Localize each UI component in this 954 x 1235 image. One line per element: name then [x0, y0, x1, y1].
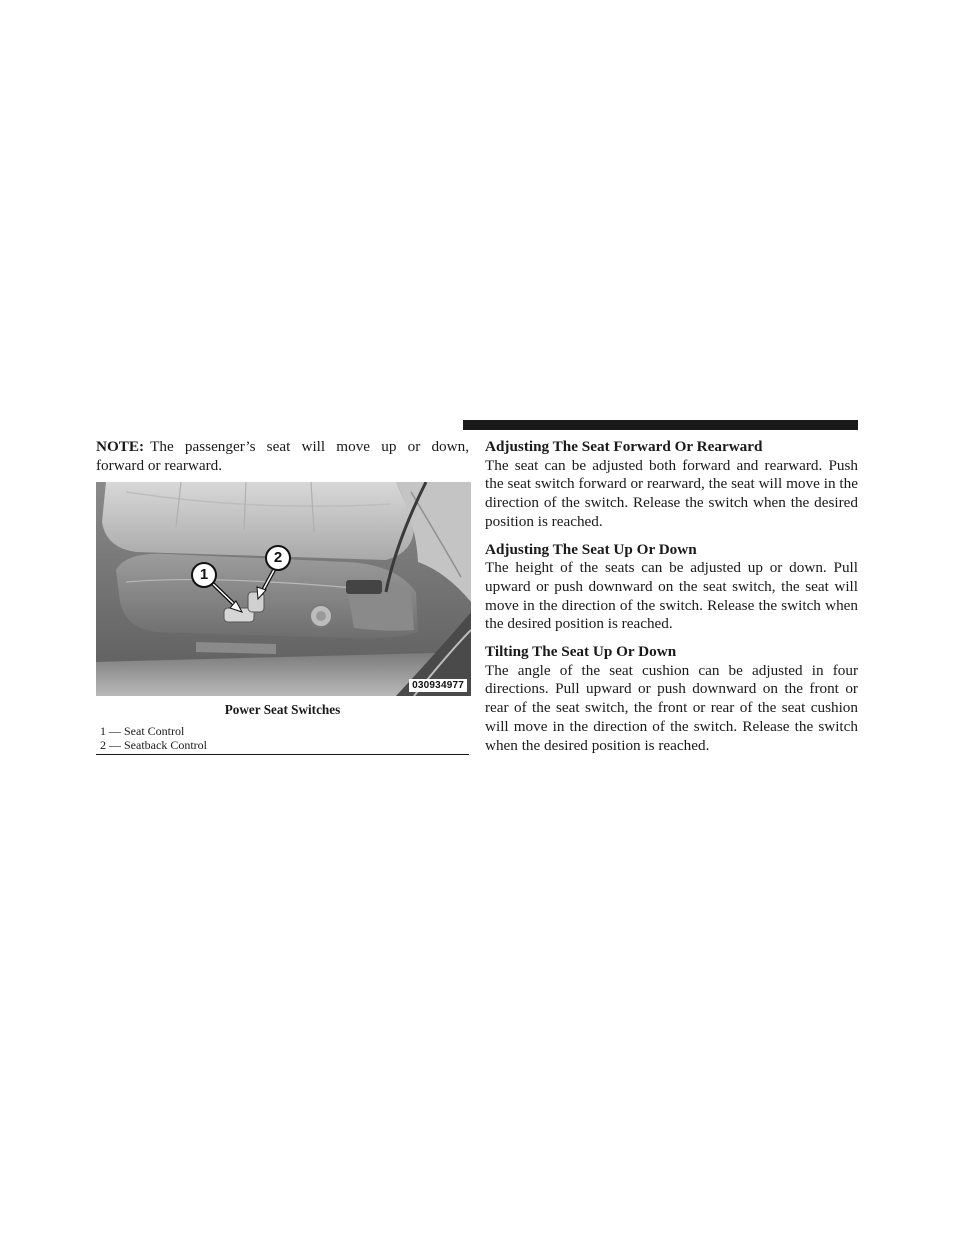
section-heading: Adjusting The Seat Forward Or Rearward: [485, 438, 763, 455]
note-paragraph: [96, 438, 469, 475]
power-seat-figure: [96, 482, 471, 696]
note-text: The passenger’s seat will move up or down, forward or rearward.: [96, 438, 469, 474]
section-tilting: [485, 643, 858, 755]
callout-2-seatback-control: 2: [265, 545, 291, 571]
note-label: NOTE:: [96, 438, 145, 455]
figure-id-label: 030934977: [409, 679, 467, 692]
seat-illustration: [96, 482, 471, 696]
section-body: The angle of the seat cushion can be adjusted in four directions. Pull upward or push downward on the front or rear of the seat switch, the front or rear of the seat cushion will move in the direction of the switch. Release the switch when the desired position is reached.: [485, 661, 858, 754]
figure-caption: Power Seat Switches: [224, 702, 341, 717]
section-body: The height of the seats can be adjusted up or down. Pull upward or push downward on the seat switch, the seat will move in the direction of the switch. Release the switch when the desired position is reached.: [485, 559, 858, 633]
legend-rule: [96, 754, 469, 755]
section-heading: Tilting The Seat Up Or Down: [485, 643, 677, 661]
header-rule: [463, 420, 858, 430]
section-up-down: [485, 541, 858, 635]
section-heading: Adjusting The Seat Up Or Down: [485, 540, 697, 558]
callout-1-seat-control: 1: [191, 562, 217, 588]
section-body: The seat can be adjusted both forward and rearward. Push the seat switch forward or rearward, the seat will move in the direction of the switch. Release the switch when the desired position is reached.: [485, 456, 858, 530]
right-column: [485, 438, 858, 764]
legend-item: 1 — Seat Control: [100, 724, 185, 738]
left-column: [96, 438, 469, 475]
section-forward-rearward: [485, 438, 858, 532]
figure-legend: [100, 724, 207, 752]
legend-item: 2 — Seatback Control: [100, 738, 207, 753]
